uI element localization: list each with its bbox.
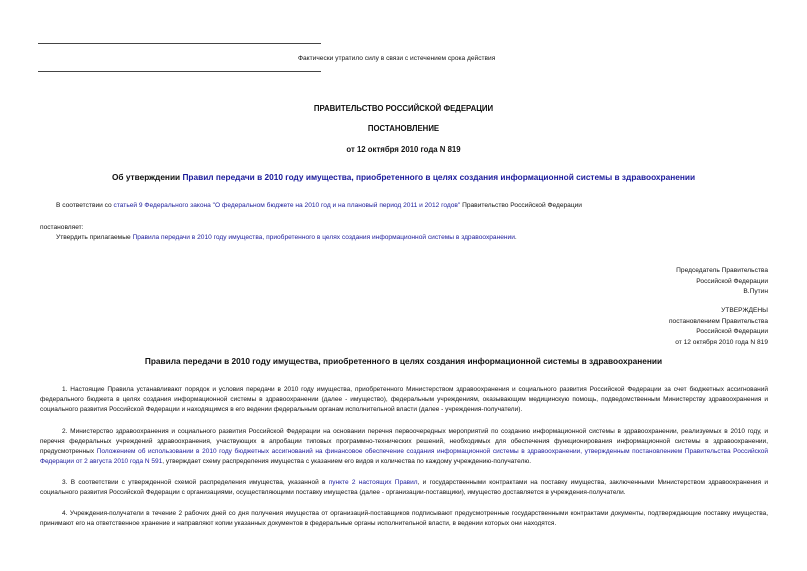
government-heading: ПРАВИТЕЛЬСТВО РОССИЙСКОЙ ФЕДЕРАЦИИ bbox=[313, 104, 494, 113]
paragraph-2 bbox=[40, 427, 768, 467]
approval-line-3: Российской Федерации bbox=[696, 328, 768, 336]
paragraph-2-text-b: , утверждает схему распределения имущества с указанием его видов и количества по каждому учреждению-получателю. bbox=[162, 458, 532, 466]
paragraph-3-text-b: , и государственными контрактами на поставку имущества, заключенными Министерством здравоохранения и социального развития Российской Федерации с организациями, осуществляющими поставку имущества (далее - организации-поставщики), имущество доставляется в учреждения-получатели. bbox=[40, 479, 768, 497]
bottom-divider bbox=[38, 71, 321, 72]
paragraph-2-text-a: 2. Министерство здравоохранения и социального развития Российской Федерации на основании перечня первоочередных мероприятий по созданию информационной системы в здравоохранении, реализуемых в 2010 году, и перечня федеральных учреждений здравоохранения, участвующих в апробации типовых программно-технических решений, необходимых для обеспечения функционирования информационной системы в здравоохранении, предусмотренных bbox=[40, 428, 768, 456]
paragraph-1: 1. Настоящие Правила устанавливают порядок и условия передачи в 2010 году имущества, приобретенного Министерством здравоохранения и социального развития Российской Федерации за счет бюджетных ассигнований федерального бюджета в целях создания информационной системы в здравоохранении (далее - имущество), федеральным учреждениям, оказывающим медицинскую помощь, подведомственным Министерству здравоохранения и социального развития Российской Федерации и находящимся в его ведении федеральным органам исполнительной власти (далее - учреждения-получатели). bbox=[40, 386, 768, 414]
preamble bbox=[56, 202, 582, 211]
signature-position-2: Российской Федерации bbox=[696, 277, 768, 285]
paragraph-4: 4. Учреждения-получатели в течение 2 рабочих дней со дня получения имущества от организаций-поставщиков подписывают предусмотренные государственными контрактами документы, подтверждающие поставку имущества, принимают его на ответственное хранение и направляют копии указанных документов в федеральные органы исполнительной власти, в ведении которых они находятся. bbox=[40, 510, 768, 528]
preamble-text-2: Правительство Российской Федерации bbox=[460, 202, 582, 209]
expiry-notice: Фактически утратило силу в связи с истечением срока действия bbox=[298, 55, 496, 62]
federal-law-link[interactable]: статьей 9 Федерального закона "О федеральном бюджете на 2010 год и на плановый период 2011 и 2012 годов" bbox=[113, 202, 461, 209]
rules-title: Правила передачи в 2010 году имущества, приобретенного в целях создания информационной системы в здравоохранении bbox=[144, 356, 663, 366]
approval-line-1: УТВЕРЖДЕНЫ bbox=[721, 307, 768, 314]
signature-position-1: Председатель Правительства bbox=[676, 267, 768, 274]
title-prefix: Об утверждении bbox=[111, 172, 183, 182]
signature-block bbox=[676, 266, 768, 298]
paragraph-3 bbox=[40, 478, 768, 498]
approval-block bbox=[669, 306, 768, 348]
document-title bbox=[0, 172, 807, 182]
preamble-text-1: В соответствии со bbox=[56, 202, 114, 209]
title-link[interactable]: Правил передачи в 2010 году имущества, приобретенного в целях создания информационной системы в здравоохранении bbox=[182, 172, 696, 182]
approve-text: Утвердить прилагаемые bbox=[56, 234, 133, 241]
rules-link[interactable]: Правила передачи в 2010 году имущества, приобретенного в целях создания информационной системы в здравоохранении bbox=[132, 234, 515, 241]
approve-end: . bbox=[514, 234, 517, 241]
approve-clause bbox=[56, 234, 517, 243]
top-divider bbox=[38, 43, 321, 44]
approval-line-4: от 12 октября 2010 года N 819 bbox=[675, 338, 768, 346]
signature-name: В.Путин bbox=[743, 288, 768, 296]
document-type: ПОСТАНОВЛЕНИЕ bbox=[367, 124, 440, 133]
regulation-591-link[interactable]: Положением об использовании в 2010 году бюджетных ассигнований на финансовое обеспечение создания информационной системы в здравоохранении, утвержденным постановлением Правительства Российской Федерации от 2 августа 2010 года N 591 bbox=[40, 448, 768, 466]
approval-line-2: постановлением Правительства bbox=[668, 317, 768, 325]
document-date-number: от 12 октября 2010 года N 819 bbox=[346, 145, 461, 154]
decree-word: постановляет: bbox=[40, 224, 84, 231]
paragraph-3-text-a: 3. В соответствии с утвержденной схемой распределения имущества, указанной в bbox=[62, 479, 329, 486]
clause-2-link[interactable]: пункте 2 настоящих Правил bbox=[328, 479, 418, 486]
